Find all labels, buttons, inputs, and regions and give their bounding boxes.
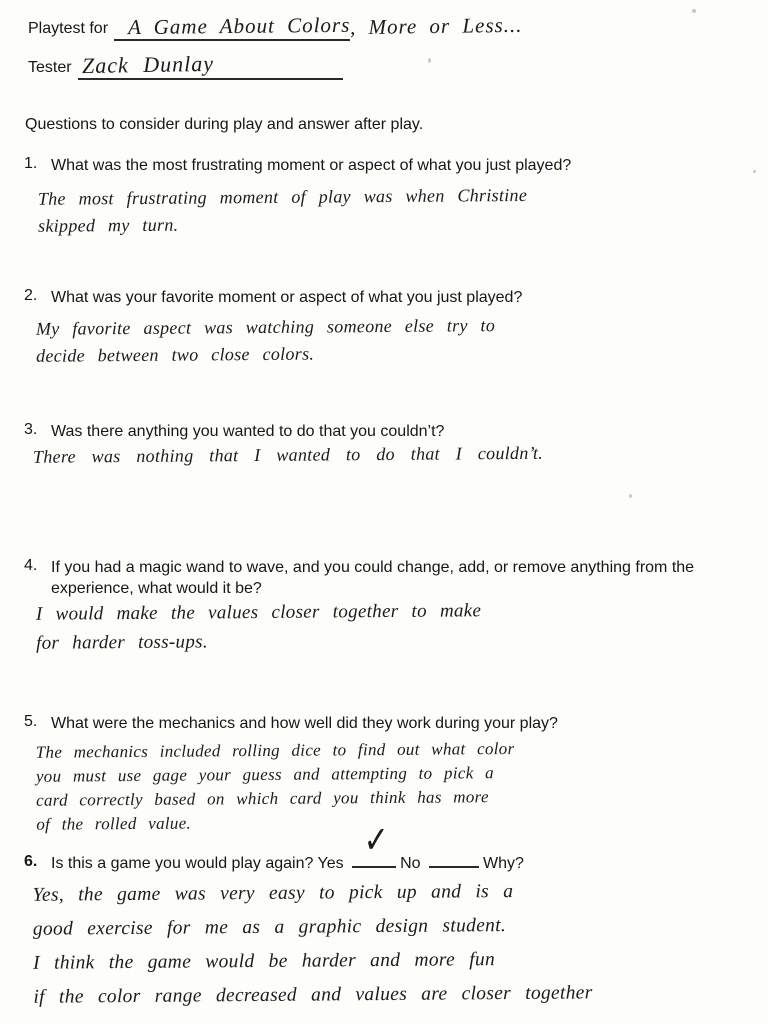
tester-name-handwritten: Zack Dunlay xyxy=(81,50,214,79)
answer-5-handwritten: The mechanics included rolling dice to find out what color you must use gage your guess and attempting to pick a card correctly based on which card you think has more of the rolled value. xyxy=(35,739,515,834)
question-5 xyxy=(24,713,752,734)
answer-1-handwritten: The most frustrating moment of play was when Christine skipped my turn. xyxy=(37,184,528,236)
yes-blank xyxy=(352,818,396,868)
answer-3-handwritten: There was nothing that I wanted to do that I couldn’t. xyxy=(32,442,544,467)
question-3-number: 3. xyxy=(24,421,38,438)
tester-label: Tester xyxy=(28,59,72,76)
question-1 xyxy=(24,155,752,176)
playtest-title-line xyxy=(28,14,523,41)
game-title-handwritten: A Game About Colors xyxy=(127,12,351,40)
yes-checkmark: ✓ xyxy=(363,818,389,863)
question-6 xyxy=(24,818,752,874)
scan-speckle xyxy=(753,170,756,173)
question-6-number: 6. xyxy=(24,853,38,870)
question-6-prefix: Is this a game you would play again? Yes xyxy=(51,855,344,872)
intro-text: Questions to consider during play and answer after play. xyxy=(25,116,424,133)
game-title-suffix-handwritten: , More or Less... xyxy=(350,12,523,40)
answer-2-handwritten: My favorite aspect was watching someone else try to decide between two close colors. xyxy=(35,315,496,366)
scan-speckle xyxy=(692,9,696,13)
no-label: No xyxy=(400,855,421,872)
no-blank xyxy=(429,854,479,868)
question-1-text: What was the most frustrating moment or aspect of what you just played? xyxy=(51,157,572,174)
question-4-text: If you had a magic wand to wave, and you could change, add, or remove anything from the experience, what would it be? xyxy=(51,559,695,597)
answer-6-handwritten: Yes, the game was very easy to pick up and is a good exercise for me as a graphic design student. I think the game would be harder and more fun if the color range decreased and values are closer together xyxy=(32,880,593,1008)
scan-speckle xyxy=(428,58,431,63)
why-label: Why? xyxy=(483,855,524,872)
question-4 xyxy=(24,557,752,599)
question-6-text xyxy=(51,818,716,874)
question-2 xyxy=(24,287,752,308)
question-2-number: 2. xyxy=(24,287,38,304)
answer-4-handwritten: I would make the values closer together to make for harder toss-ups. xyxy=(35,600,482,654)
question-3-text: Was there anything you wanted to do that you couldn’t? xyxy=(51,423,445,440)
playtest-label: Playtest for xyxy=(28,20,109,37)
question-4-number: 4. xyxy=(24,557,38,574)
game-title-blank xyxy=(114,14,350,41)
question-5-text: What were the mechanics and how well did they work during your play? xyxy=(51,715,558,732)
question-5-number: 5. xyxy=(24,713,38,730)
question-2-text: What was your favorite moment or aspect of what you just played? xyxy=(51,289,523,306)
question-1-number: 1. xyxy=(24,155,38,172)
tester-line xyxy=(28,52,343,80)
scan-speckle xyxy=(629,494,632,498)
tester-name-blank xyxy=(78,52,343,80)
